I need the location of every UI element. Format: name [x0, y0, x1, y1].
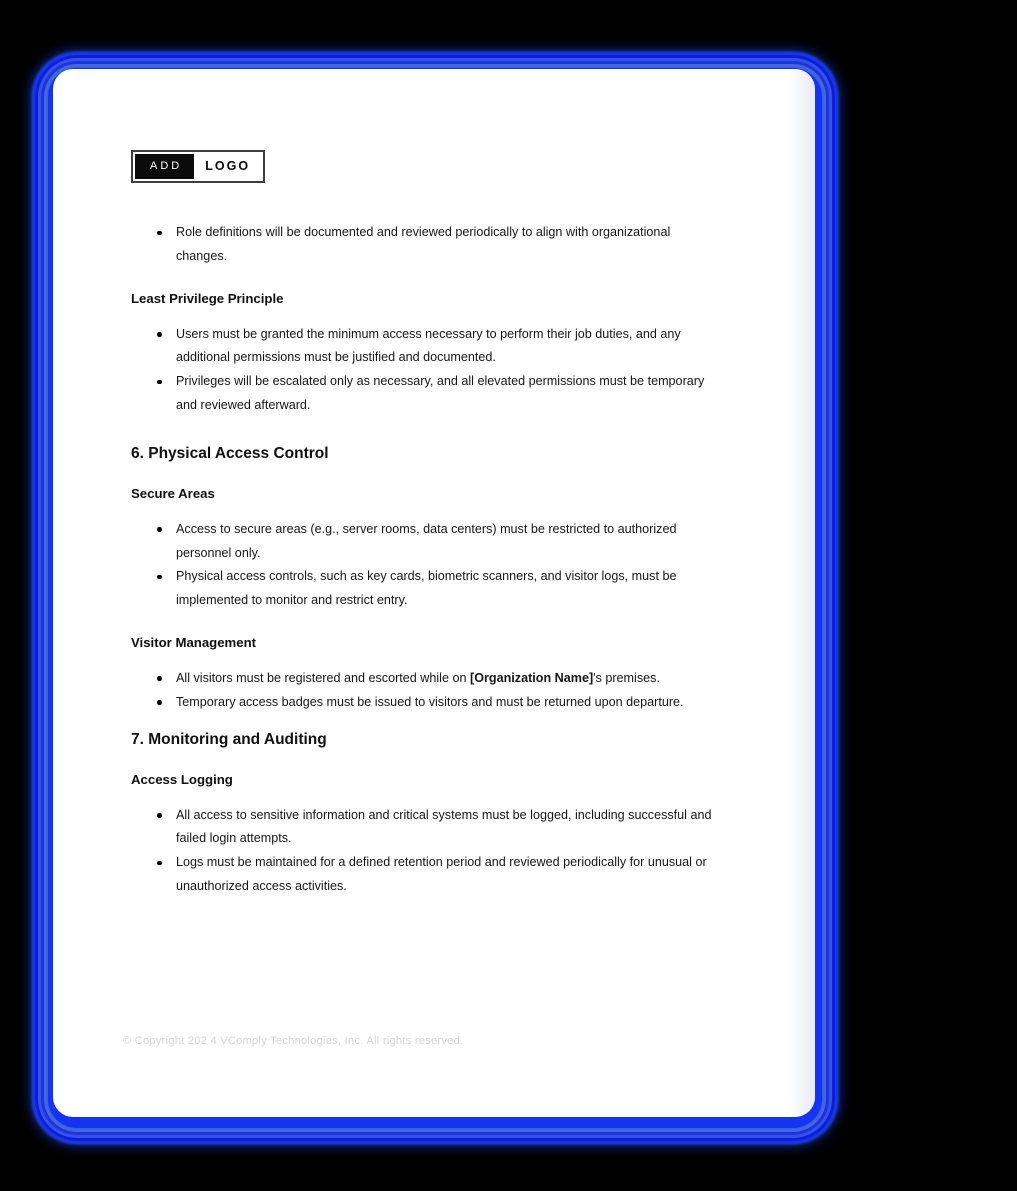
list-item [156, 221, 715, 269]
bullet-text [176, 671, 660, 685]
list-item [156, 667, 715, 691]
bullet-text: Temporary access badges must be issued to visitors and must be returned upon departure. [176, 694, 684, 709]
bullet-dot-icon [157, 813, 162, 818]
least-privilege-bullet-list [131, 323, 715, 418]
list-item [156, 691, 715, 715]
heading-monitoring-auditing: 7. Monitoring and Auditing [131, 730, 327, 748]
bullet-dot-icon [157, 700, 162, 705]
bullet-dot-icon [157, 575, 162, 580]
bullet-text: Access to secure areas (e.g., server rooms, data centers) must be restricted to authorized personnel only. [176, 521, 677, 560]
page-content [53, 69, 815, 1117]
list-item [156, 518, 715, 566]
organization-name-placeholder: [Organization Name] [470, 670, 594, 685]
bullet-text: Privileges will be escalated only as necessary, and all elevated permissions must be temporary and reviewed afterward. [176, 374, 705, 412]
heading-least-privilege: Least Privilege Principle [131, 290, 284, 306]
bullet-text-pre: All visitors must be registered and escorted while on [176, 670, 470, 685]
bullet-dot-icon [157, 380, 162, 385]
bullet-text: Users must be granted the minimum access necessary to perform their job duties, and any additional permissions must be justified and documented. [176, 326, 681, 365]
visitor-management-bullet-list [131, 667, 715, 715]
bullet-text: All access to sensitive information and critical systems must be logged, including successful and failed login attempts. [176, 807, 712, 846]
document-frame-border [33, 53, 837, 1143]
list-item [156, 323, 715, 371]
access-logging-bullet-list [131, 804, 715, 899]
bullet-dot-icon [157, 527, 162, 532]
footer-copyright: © Copyright 202 4 VComply Technologies, Inc. All rights reserved. [123, 1035, 464, 1047]
bullet-text-post: 's premises. [593, 670, 660, 685]
bullet-dot-icon [157, 861, 162, 866]
add-logo-dark-label: ADD [135, 154, 194, 179]
bullet-text: Physical access controls, such as key cards, biometric scanners, and visitor logs, must be implemented to monitor and restrict entry. [176, 569, 677, 608]
heading-physical-access-control: 6. Physical Access Control [131, 444, 329, 462]
document-page [53, 69, 815, 1117]
bullet-text: Logs must be maintained for a defined retention period and reviewed periodically for unusual or unauthorized access activities. [176, 855, 707, 893]
list-item [156, 565, 715, 613]
heading-access-logging: Access Logging [131, 771, 233, 787]
intro-bullet-list [131, 221, 715, 269]
bullet-text: Role definitions will be documented and reviewed periodically to align with organizational changes. [176, 225, 671, 263]
heading-secure-areas: Secure Areas [131, 485, 215, 501]
bullet-dot-icon [157, 231, 162, 236]
bullet-dot-icon [157, 332, 162, 337]
heading-visitor-management: Visitor Management [131, 634, 257, 650]
secure-areas-bullet-list [131, 518, 715, 613]
bullet-dot-icon [157, 676, 162, 681]
list-item [156, 851, 715, 899]
list-item [156, 370, 715, 418]
add-logo-light-label: LOGO [205, 158, 251, 173]
add-logo-placeholder[interactable] [131, 150, 265, 183]
list-item [156, 804, 715, 852]
